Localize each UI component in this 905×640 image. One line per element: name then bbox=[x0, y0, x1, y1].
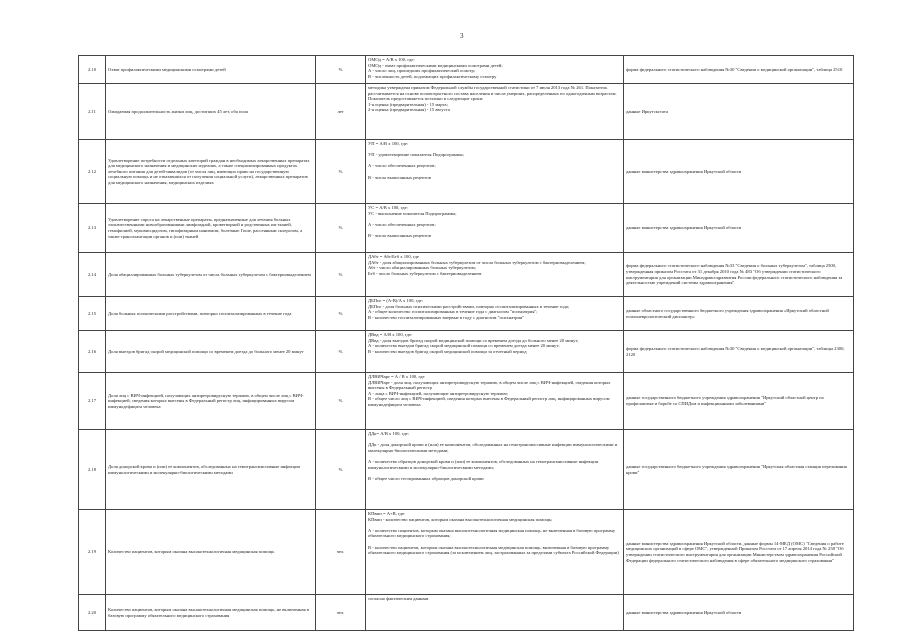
unit-cell: % bbox=[316, 297, 366, 331]
source-cell: данные министерства здравоохранения Иркутской области, данные формы 14-МЕД (ОМС) "Сведения о работе медицинских организаций в сфере ОМС", утвержденной Приказом Росстата от 17 апреля 2014 года № 258 "Об утверждении статистического инструментария для организации Министерством здравоохранения Российской Федерации федерального статистического наблюдения в сфере обязательного медицинского страхования" bbox=[624, 510, 854, 595]
table-row bbox=[79, 253, 854, 297]
row-number: 2.16 bbox=[79, 331, 106, 373]
row-number: 2.17 bbox=[79, 373, 106, 430]
table-row bbox=[79, 297, 854, 331]
unit-cell: чел. bbox=[316, 595, 366, 631]
source-cell: данные областного государственного бюджетного учреждения здравоохранения «Иркутский областной психоневрологический диспансер» bbox=[624, 297, 854, 331]
indicator-name: Доля донорской крови и (или) ее компонентов, обследованных на гемотрансмиссивные инфекции иммунологическими и молекулярно-биологическими методами bbox=[106, 430, 316, 510]
row-number: 2.15 bbox=[79, 297, 106, 331]
indicator-name: Ожидаемая продолжительность жизни лиц, достигших 45 лет, оба пола bbox=[106, 84, 316, 140]
indicator-name: Доля больных психическими расстройствами, повторно госпитализированных в течение года bbox=[106, 297, 316, 331]
row-number: 2.20 bbox=[79, 595, 106, 631]
unit-cell: % bbox=[316, 140, 366, 204]
formula-cell: согласно фактическим данным bbox=[366, 595, 624, 631]
table-row bbox=[79, 56, 854, 84]
indicator-name: Охват профилактическими медицинскими осмотрами детей bbox=[106, 56, 316, 84]
source-cell: данные государственного бюджетного учреждения здравоохранения "Иркутская областная станция переливания крови" bbox=[624, 430, 854, 510]
source-cell: форма федерального статистического наблюдения №30 "Сведения о медицинской организации", таблица 2510 bbox=[624, 56, 854, 84]
formula-cell: ДЛВИЧарт = А / В х 100, где ДЛВИЧарт - доля лиц, получающих антиретровирусную терапию, в общем числе лиц с ВИЧ-инфекцией, сведения которых внесены в Федеральный регистр А - лица с ВИЧ-инфекцией, получающие антиретровирусную терапию; В - общее число лиц с ВИЧ-инфекцией, сведения которых внесены в Федеральный регистр лиц, инфицированных вирусом иммунодефицита человека bbox=[366, 373, 624, 430]
row-number: 2.13 bbox=[79, 204, 106, 253]
unit-cell: % bbox=[316, 331, 366, 373]
row-number: 2.14 bbox=[79, 253, 106, 297]
indicators-table-body bbox=[79, 56, 854, 631]
formula-cell: КПвмп = А+В, где: КПвмп - количество пациентов, которым оказана высокотехнологичная медицинская помощь; А - количество пациентов, которым оказана высокотехнологичная медицинская помощь, не включенная в базовую программу обязательного медицинского страхования; В - количество пациентов, которым оказана высокотехнологичная медицинская помощь, включенная в базовую программу обязательного медицинского страхования (за исключением лиц, застрахованных за пределами субъекта Российской Федерации) bbox=[366, 510, 624, 595]
formula-cell: ДАбт = Абт/Бтб х 100, где ДАбт - доля абациллированных больных туберкулезом от числа больных туберкулезом с бактериовыделением; Абт - число абациллированных больных туберкулезом; Бтб - число больных туберкулезом с бактериовыделением bbox=[366, 253, 624, 297]
formula-cell: методика утверждена приказом Федеральной службы государственной статистики от 7 июля 2013 года № 261. Показатель рассчитывается на основе половозрастного состава населения и числа умерших, распределенных по одногодичным возрастам. Показатель предоставляется поэтапно в следующие сроки: 1-я оценка (предварительная) - 15 марта; 2-я оценка (предварительная) - 15 августа bbox=[366, 84, 624, 140]
indicators-table bbox=[78, 55, 854, 631]
table-row bbox=[79, 373, 854, 430]
table-row bbox=[79, 140, 854, 204]
row-number: 2.19 bbox=[79, 510, 106, 595]
source-cell: форма федерального статистического наблюдения №30 "Сведения о медицинской организации", таблицы 2300, 2120 bbox=[624, 331, 854, 373]
unit-cell: % bbox=[316, 430, 366, 510]
indicator-name: Доля выездов бригад скорой медицинской помощи со временем доезда до больного менее 20 минут bbox=[106, 331, 316, 373]
formula-cell: УП = А/В х 100, где: УП - удовлетворение показателя Подпрограммы; А - число обеспеченных рецептов; В - число выписанных рецептов bbox=[366, 140, 624, 204]
unit-cell: лет bbox=[316, 84, 366, 140]
unit-cell: % bbox=[316, 373, 366, 430]
formula-cell: ДВвд = А/В х 100, где: ДВвд - доля выездов бригад скорой медицинской помощи со временем доезда до больного менее 20 минут; А - количество выездов бригад скорой медицинской помощи со временем доезда менее 20 минут; В - количество выездов бригад скорой медицинской помощи за отчетный период bbox=[366, 331, 624, 373]
formula-cell: ДБПпг = (А-В)/А х 100, где: ДБПпг - доля больных психическими расстройствами, повторно госпитализированных в течение года; А - общее количество госпитализированных в течение года с диагнозом "психиатрия"; В - количество госпитализированных впервые в году с диагнозом "психиатрия" bbox=[366, 297, 624, 331]
source-cell: данные государственного бюджетного учреждения здравоохранения "Иркутский областной центр по профилактике и борьбе со СПИДом и инфекционными заболеваниями" bbox=[624, 373, 854, 430]
row-number: 2.12 bbox=[79, 140, 106, 204]
table-row bbox=[79, 84, 854, 140]
formula-cell: ДДк= А/В х 100, где: ДДк - доля донорской крови и (или) ее компонентов, обследованных на гемотрансмиссивные инфекции иммунологическими и молекулярно-биологическими методами; А - количество образцов донорской крови и (или) ее компонентов, обследованных на гемотрансмиссивные инфекции иммунологическими и молекулярно-биологическими методами; В - общее число тестированных образцов донорской крови bbox=[366, 430, 624, 510]
source-cell: данные министерства здравоохранения Иркутской области bbox=[624, 204, 854, 253]
unit-cell: % bbox=[316, 56, 366, 84]
indicator-name: Удовлетворение спроса на лекарственные препараты, предназначенные для лечения больных злокачественными новообразованиями лимфоидной, кроветворной и родственных им тканей, гемофилией, муковисцидозом, гипофизарным нанизмом, болезнью Гоше, рассеянным склерозом, а также трансплантации органов и (или) тканей bbox=[106, 204, 316, 253]
table-row bbox=[79, 595, 854, 631]
row-number: 2.10 bbox=[79, 56, 106, 84]
unit-cell: чел. bbox=[316, 510, 366, 595]
unit-cell: % bbox=[316, 204, 366, 253]
indicator-name: Доля лиц с ВИЧ-инфекцией, получающих антиретровирусную терапию, в общем числе лиц с ВИЧ-инфекцией, сведения которых внесены в Федеральный регистр лиц, инфицированных вирусом иммунодефицита человека bbox=[106, 373, 316, 430]
table-row bbox=[79, 204, 854, 253]
table-row bbox=[79, 430, 854, 510]
indicator-name: Доля абациллированных больных туберкулезом от числа больных туберкулезом с бактериовыделением bbox=[106, 253, 316, 297]
source-cell: данные министерства здравоохранения Иркутской области bbox=[624, 595, 854, 631]
unit-cell: % bbox=[316, 253, 366, 297]
formula-cell: ОМОд = А/В х 100, где: ОМОд - охват профилактическими медицинскими осмотрами детей; А - число лиц, прошедших профилактический осмотр; В - численность детей, подлежащих профилактическому осмотру bbox=[366, 56, 624, 84]
table-row bbox=[79, 510, 854, 595]
source-cell: данные министерства здравоохранения Иркутской области bbox=[624, 140, 854, 204]
page-number: 3 bbox=[460, 32, 464, 40]
row-number: 2.11 bbox=[79, 84, 106, 140]
row-number: 2.18 bbox=[79, 430, 106, 510]
indicator-name: Количество пациентов, которым оказана высокотехнологичная медицинская помощь bbox=[106, 510, 316, 595]
indicator-name: Количество пациентов, которым оказана высокотехнологичная медицинская помощь, не включенная в базовую программу обязательного медицинского страхования bbox=[106, 595, 316, 631]
table-row bbox=[79, 331, 854, 373]
indicator-name: Удовлетворение потребности отдельных категорий граждан в необходимых лекарственных препаратах для медицинского назначения и медицинских изделиях, а также специализированных продуктах лечебного питания для детей-инвалидов (от числа лиц, имеющих право на государственную социальную помощь и не отказавшихся от получения социальной услуги), лекарственных препаратов для медицинского назначения, медицинских изделиях bbox=[106, 140, 316, 204]
formula-cell: УС = А/В х 100, где: УС - выполнение показателя Подпрограммы; А - число обеспеченных рецептов; В - число выписанных рецептов bbox=[366, 204, 624, 253]
source-cell: данные Иркутскстата bbox=[624, 84, 854, 140]
source-cell: форма федерального статистического наблюдения №33 "Сведения о больных туберкулезом", таблица 2500, утвержденная приказом Росстата от 31 декабря 2010 года № 483 "Об утверждении статистического инструментария для организации Минздравсоцразвития России федерального статистического наблюдения за деятельностью учреждений системы здравоохранения" bbox=[624, 253, 854, 297]
